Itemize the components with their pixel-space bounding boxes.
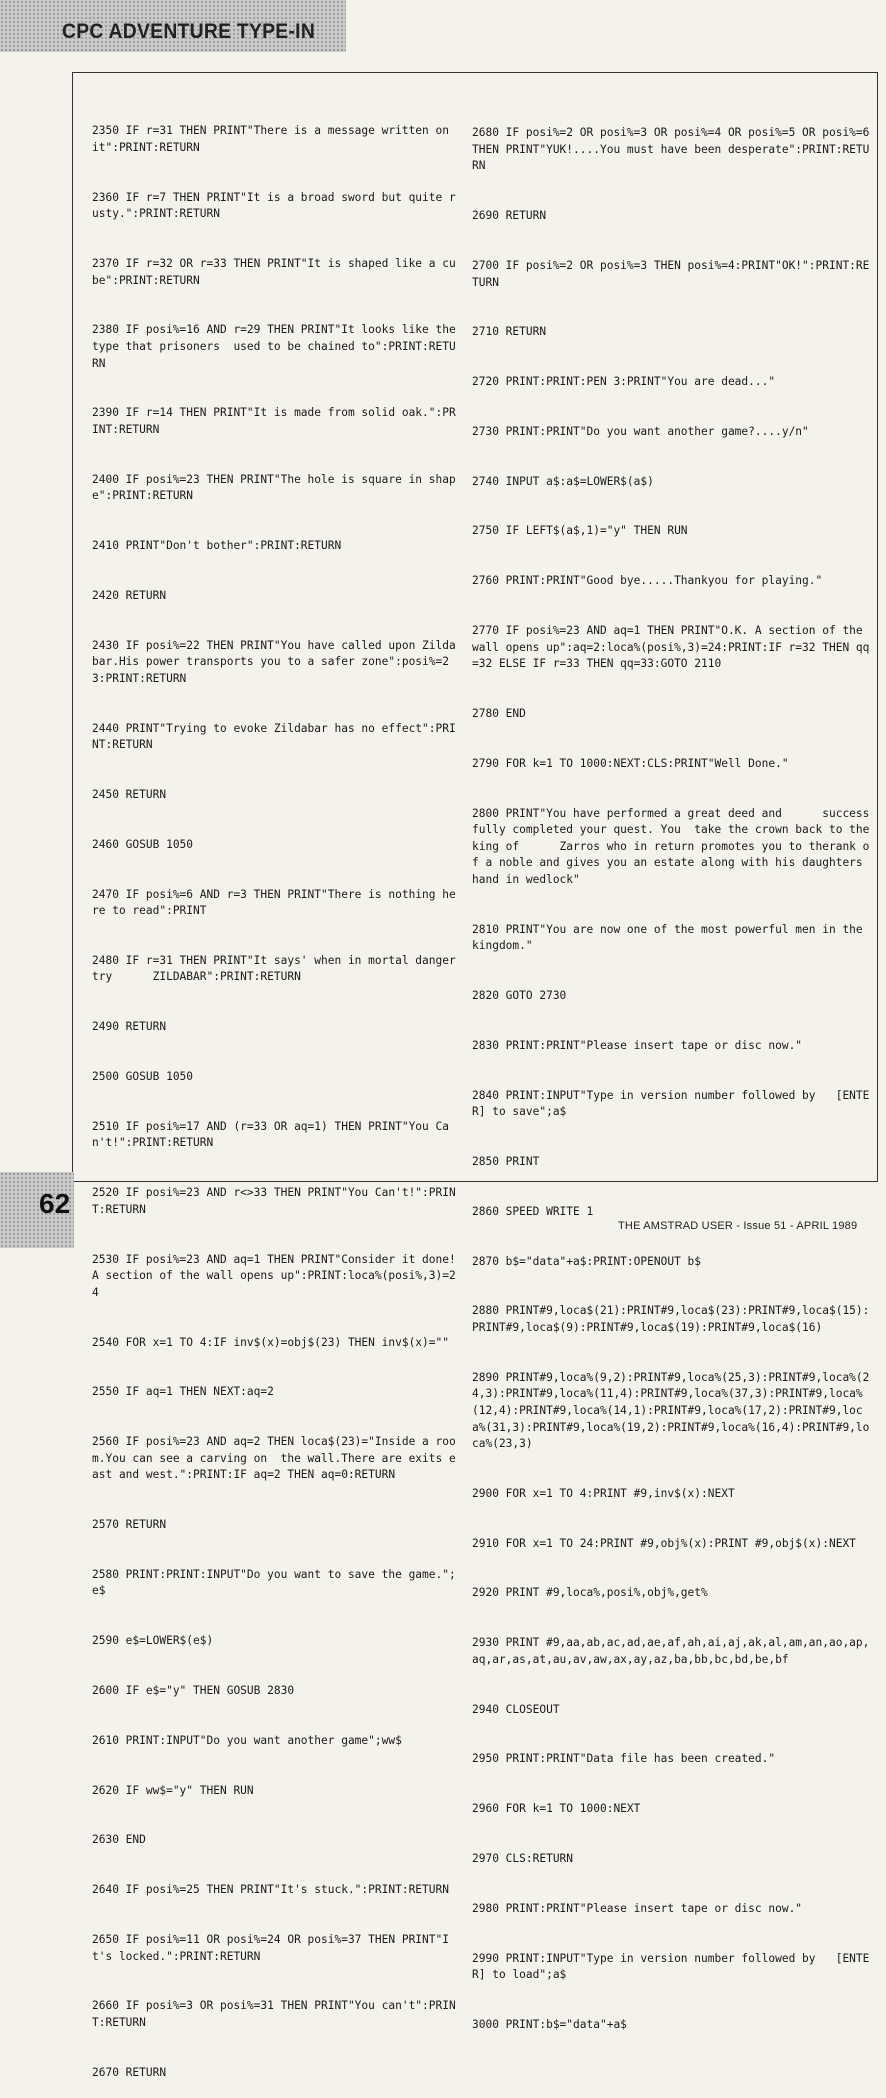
code-line: 2590 e$=LOWER$(e$) <box>92 1634 214 1648</box>
code-line: 2850 PRINT <box>472 1155 540 1168</box>
code-line: 2760 PRINT:PRINT"Good bye.....Thankyou for playing." <box>472 574 823 588</box>
code-line: 2640 IF posi%=25 THEN PRINT"It's stuck.":PRINT:RETURN <box>92 1883 449 1897</box>
code-line: 2810 PRINT"You are now one of the most powerful men in the kingdom." <box>472 922 870 953</box>
code-line: 2430 IF posi%=22 THEN PRINT"You have called upon Zildabar.His power transports you to a safer zone":posi%=23:PRINT:RETURN <box>92 638 456 685</box>
publication-footer: THE AMSTRAD USER - Issue 51 - APRIL 1989 <box>618 1220 858 1232</box>
listing-right-column <box>472 92 877 2050</box>
code-line: 2620 IF ww$="y" THEN RUN <box>92 1783 254 1797</box>
code-line: 2840 PRINT:INPUT"Type in version number followed by [ENTER] to save";a$ <box>472 1088 870 1119</box>
code-line: 2680 IF posi%=2 OR posi%=3 OR posi%=4 OR posi%=5 OR posi%=6 THEN PRINT"YUK!....You must have been desperate":PRINT:RETURN <box>472 126 877 173</box>
code-line: 2940 CLOSEOUT <box>472 1702 560 1716</box>
code-line: 2520 IF posi%=23 AND r<>33 THEN PRINT"You Can't!":PRINT:RETURN <box>92 1186 456 1216</box>
code-line: 2930 PRINT #9,aa,ab,ac,ad,ae,af,ah,ai,aj,ak,al,am,an,ao,ap,aq,ar,as,at,au,av,aw,ax,ay,az,ba,bb,bc,bd,be,bf <box>472 1636 870 1666</box>
code-line: 2600 IF e$="y" THEN GOSUB 2830 <box>92 1684 295 1697</box>
code-line: 2570 RETURN <box>92 1518 167 1532</box>
code-line: 2410 PRINT"Don't bother":PRINT:RETURN <box>92 539 342 553</box>
code-line: 2820 GOTO 2730 <box>472 989 567 1003</box>
code-line: 2690 RETURN <box>472 209 547 223</box>
code-line: 2730 PRINT:PRINT"Do you want another game?....y/n" <box>472 424 809 438</box>
code-line: 2440 PRINT"Trying to evoke Zildabar has no effect":PRINT:RETURN <box>92 721 456 752</box>
code-line: 2860 SPEED WRITE 1 <box>472 1204 594 1218</box>
code-line: 2560 IF posi%=23 AND aq=2 THEN loca$(23)="Inside a room.You can see a carving on the wall.There are exits east and west.":PRINT:IF aq=2 THEN aq=0:RETURN <box>92 1435 456 1482</box>
code-line: 2970 CLS:RETURN <box>472 1851 574 1865</box>
code-line: 2990 PRINT:INPUT"Type in version number followed by [ENTER] to load";a$ <box>472 1951 870 1982</box>
page-number: 62 <box>39 1188 71 1219</box>
code-line: 2500 GOSUB 1050 <box>92 1070 194 1084</box>
code-line: 2390 IF r=14 THEN PRINT"It is made from solid oak.":PRINT:RETURN <box>92 406 456 436</box>
code-line: 2660 IF posi%=3 OR posi%=31 THEN PRINT"You can't":PRINT:RETURN <box>92 1999 456 2029</box>
code-line: 2890 PRINT#9,loca%(9,2):PRINT#9,loca%(25,3):PRINT#9,loca%(24,3):PRINT#9,loca%(11,4):PRINT#9,loca%(37,3):PRINT#9,loca%(12,4):PRINT#9,loca%(14,1):PRINT#9,loca%(17,2):PRINT#9,loca%(31,3):PRINT#9,loca%(19,2):PRINT#9,loca%(16,4):PRINT#9,loca%(23,3) <box>472 1370 870 1451</box>
code-line: 2740 INPUT a$:a$=LOWER$(a$) <box>472 474 654 488</box>
listing-left-column <box>92 90 462 2098</box>
code-line: 2780 END <box>472 706 526 720</box>
page-title: CPC ADVENTURE TYPE-IN <box>62 20 316 43</box>
code-line: 2360 IF r=7 THEN PRINT"It is a broad sword but quite rusty.":PRINT:RETURN <box>92 190 456 221</box>
code-line: 2650 IF posi%=11 OR posi%=24 OR posi%=37 THEN PRINT"It's locked.":PRINT:RETURN <box>92 1932 449 1963</box>
code-line: 2630 END <box>92 1833 146 1847</box>
code-line: 2460 GOSUB 1050 <box>92 837 194 851</box>
code-line: 2980 PRINT:PRINT"Please insert tape or disc now." <box>472 1901 803 1915</box>
code-line: 2790 FOR k=1 TO 1000:NEXT:CLS:PRINT"Well Done." <box>472 756 789 770</box>
code-line: 2870 b$="data"+a$:PRINT:OPENOUT b$ <box>472 1254 702 1268</box>
code-line: 2380 IF posi%=16 AND r=29 THEN PRINT"It looks like the type that prisoners used to be chained to":PRINT:RETURN <box>92 323 463 370</box>
code-line: 2510 IF posi%=17 AND (r=33 OR aq=1) THEN PRINT"You Can't!":PRINT:RETURN <box>92 1119 449 1150</box>
code-line: 2720 PRINT:PRINT:PEN 3:PRINT"You are dead..." <box>472 375 776 389</box>
code-line: 2960 FOR k=1 TO 1000:NEXT <box>472 1802 641 1816</box>
code-line: 2490 RETURN <box>92 1020 167 1034</box>
code-line: 2420 RETURN <box>92 588 167 602</box>
code-line: 2550 IF aq=1 THEN NEXT:aq=2 <box>92 1385 274 1399</box>
code-line: 2670 RETURN <box>92 2065 167 2079</box>
code-line: 2370 IF r=32 OR r=33 THEN PRINT"It is shaped like a cube":PRINT:RETURN <box>92 256 456 287</box>
code-line: 2580 PRINT:PRINT:INPUT"Do you want to save the game.";e$ <box>92 1567 456 1598</box>
code-line: 2540 FOR x=1 TO 4:IF inv$(x)=obj$(23) THEN inv$(x)="" <box>92 1335 449 1349</box>
code-line: 2800 PRINT"You have performed a great deed and successfully completed your quest. You take the crown back to the king of Zarros who in return promotes you to therank of a noble and gives you an estate along with his daughters hand in wedlock" <box>472 806 877 886</box>
code-line: 3000 PRINT:b$="data"+a$ <box>472 2017 627 2031</box>
code-line: 2470 IF posi%=6 AND r=3 THEN PRINT"There is nothing here to read":PRINT <box>92 887 456 918</box>
code-line: 2830 PRINT:PRINT"Please insert tape or disc now." <box>472 1038 803 1052</box>
code-line: 2710 RETURN <box>472 325 547 339</box>
code-line: 2610 PRINT:INPUT"Do you want another game";ww$ <box>92 1733 402 1747</box>
code-line: 2920 PRINT #9,loca%,posi%,obj%,get% <box>472 1586 708 1600</box>
code-line: 2450 RETURN <box>92 787 167 801</box>
code-line: 2750 IF LEFT$(a$,1)="y" THEN RUN <box>472 524 688 538</box>
code-line: 2480 IF r=31 THEN PRINT"It says' when in mortal danger try ZILDABAR":PRINT:RETURN <box>92 953 463 984</box>
code-line: 2700 IF posi%=2 OR posi%=3 THEN posi%=4:PRINT"OK!":PRINT:RETURN <box>472 258 870 289</box>
code-line: 2400 IF posi%=23 THEN PRINT"The hole is square in shape":PRINT:RETURN <box>92 472 456 503</box>
code-line: 2770 IF posi%=23 AND aq=1 THEN PRINT"O.K. A section of the wall opens up":aq=2:loca%(posi%,3)=24:PRINT:IF r=32 THEN qq=32 ELSE IF r=33 THEN qq=33:GOTO 2110 <box>472 624 870 671</box>
code-line: 2900 FOR x=1 TO 4:PRINT #9,inv$(x):NEXT <box>472 1486 735 1500</box>
code-line: 2950 PRINT:PRINT"Data file has been created." <box>472 1752 776 1766</box>
code-line: 2880 PRINT#9,loca$(21):PRINT#9,loca$(23):PRINT#9,loca$(15):PRINT#9,loca$(9):PRINT#9,loca$(19):PRINT#9,loca$(16) <box>472 1304 870 1334</box>
code-line: 2530 IF posi%=23 AND aq=1 THEN PRINT"Consider it done! A section of the wall opens up":PRINT:loca%(posi%,3)=24 <box>92 1252 463 1299</box>
code-line: 2910 FOR x=1 TO 24:PRINT #9,obj%(x):PRINT #9,obj$(x):NEXT <box>472 1536 856 1550</box>
code-line: 2350 IF r=31 THEN PRINT"There is a message written on it":PRINT:RETURN <box>92 124 456 154</box>
